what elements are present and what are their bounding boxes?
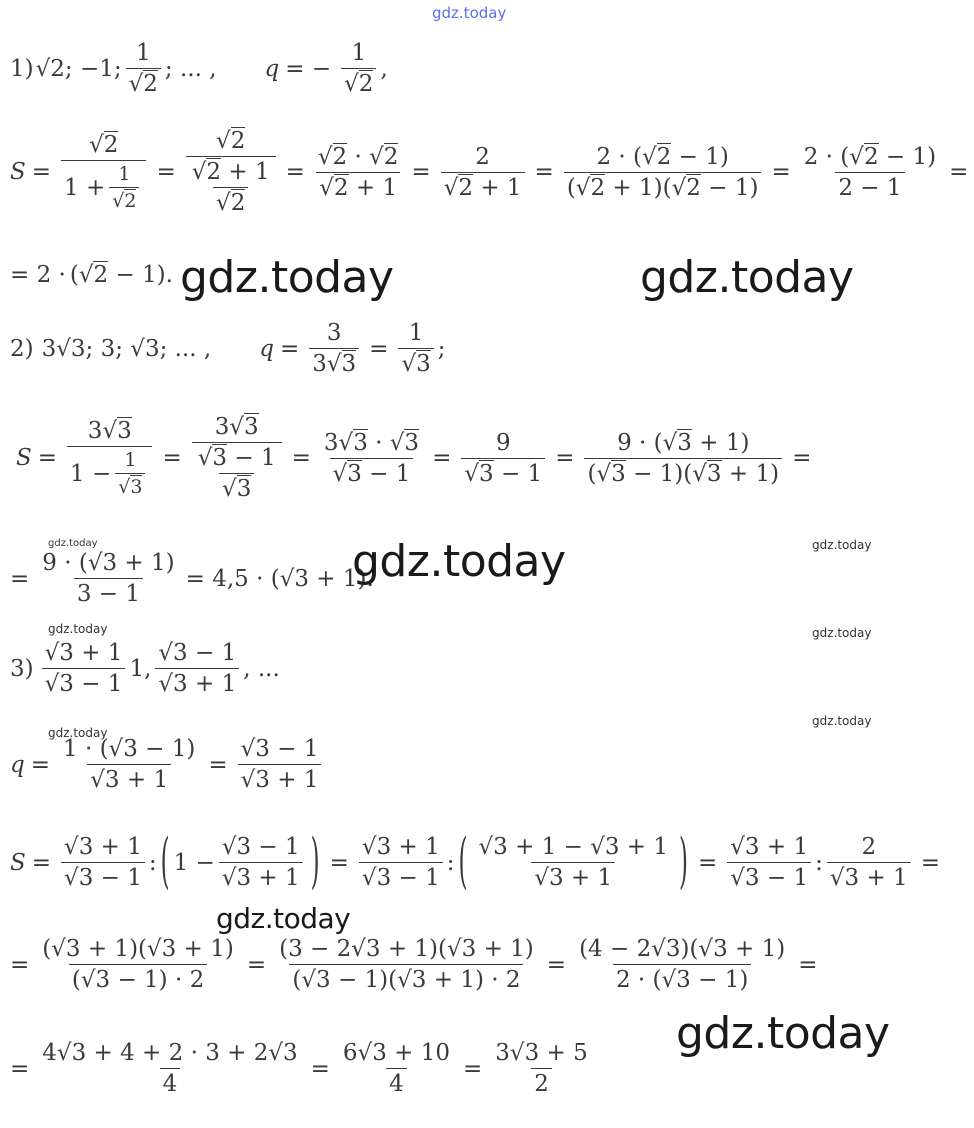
numerator: 9 bbox=[495, 429, 511, 456]
numerator: 9 · (√3 + 1) bbox=[42, 550, 175, 576]
watermark-small: gdz.today bbox=[812, 626, 872, 640]
paren-open: ( bbox=[160, 828, 170, 897]
equals: = bbox=[279, 335, 300, 362]
denominator: √3 + 1 bbox=[219, 862, 303, 891]
denominator: (√2 + 1)(√2 − 1) bbox=[564, 172, 762, 201]
numerator: 2 · (√2 − 1) bbox=[596, 143, 729, 170]
denominator: √3 − 1 bbox=[42, 668, 126, 697]
equals: = bbox=[208, 751, 228, 778]
numerator: 3√3 bbox=[214, 414, 259, 440]
result-tail: . bbox=[165, 262, 173, 288]
fraction bbox=[492, 1040, 590, 1097]
equals: = bbox=[156, 159, 176, 185]
fraction bbox=[67, 418, 152, 498]
colon: : bbox=[148, 849, 157, 876]
problem-2-sequence bbox=[10, 320, 445, 377]
denominator: 1 + $\frac{1}{√2}$ bbox=[61, 160, 146, 212]
equals: = bbox=[411, 159, 431, 185]
numerator: √3 + 1 bbox=[64, 834, 142, 860]
equals: = bbox=[246, 951, 267, 978]
fraction bbox=[564, 144, 762, 201]
fraction bbox=[340, 1040, 453, 1097]
paren-close: ) bbox=[310, 828, 320, 897]
denominator: √3 − 1 bbox=[727, 862, 811, 891]
result-2-line bbox=[10, 550, 374, 607]
denominator: √3 − 1 bbox=[61, 862, 145, 891]
watermark-small: gdz.today bbox=[48, 538, 98, 549]
sum-3-step-line bbox=[10, 936, 824, 993]
fraction bbox=[475, 834, 671, 891]
equals: = bbox=[291, 445, 311, 471]
equals: = bbox=[534, 159, 554, 185]
denominator: √3 − 1 bbox=[461, 458, 545, 487]
denominator: √3 + 1 bbox=[87, 764, 171, 793]
term: 1, bbox=[129, 655, 152, 682]
fraction bbox=[827, 834, 911, 891]
numerator: √3 + 1 − √3 + 1 bbox=[478, 834, 669, 860]
denominator: 2 bbox=[531, 1068, 552, 1097]
fraction bbox=[584, 430, 782, 487]
equals: = bbox=[920, 849, 940, 876]
fraction bbox=[186, 128, 276, 216]
watermark: gdz.today bbox=[180, 252, 394, 303]
equals: = bbox=[798, 951, 818, 978]
equals: = bbox=[31, 849, 52, 876]
numerator: 4√3 + 4 + 2 · 3 + 2√3 bbox=[42, 1040, 298, 1066]
ratio-3-line bbox=[10, 736, 325, 793]
q-tail: ; bbox=[437, 335, 446, 362]
fraction bbox=[155, 640, 239, 697]
equals: = bbox=[771, 159, 791, 185]
fraction bbox=[61, 834, 145, 891]
fraction bbox=[219, 834, 303, 891]
numerator: 1 bbox=[135, 40, 151, 66]
problem-2-seq: 3√3; 3; √3; ... , bbox=[41, 335, 212, 362]
ratio-q: q bbox=[10, 751, 25, 778]
numerator: √3 − 1 bbox=[158, 640, 237, 666]
numerator: 6√3 + 10 bbox=[342, 1040, 451, 1066]
denominator: 1 − $\frac{1}{√3}$ bbox=[67, 446, 152, 498]
numerator: 2 bbox=[475, 143, 490, 170]
watermark: gdz.today bbox=[676, 1008, 890, 1059]
equals: = bbox=[792, 445, 812, 471]
ratio-q: q bbox=[259, 335, 274, 362]
equals: = bbox=[162, 445, 182, 471]
fraction bbox=[39, 1040, 300, 1097]
sum-3-line bbox=[10, 828, 946, 897]
numerator: √2 bbox=[89, 132, 119, 158]
denominator: $\frac{√3 - 1}{√3}$ bbox=[192, 442, 282, 502]
fraction bbox=[727, 834, 811, 891]
problem-3-label: 3) bbox=[10, 655, 34, 682]
numerator: 3 bbox=[326, 320, 342, 346]
fraction bbox=[441, 144, 525, 201]
fraction bbox=[39, 936, 237, 993]
denominator: 2 − 1 bbox=[835, 172, 904, 201]
denominator: √3 + 1 bbox=[155, 668, 239, 697]
numerator: √2 bbox=[216, 128, 246, 154]
equals: = bbox=[432, 445, 452, 471]
watermark-small: gdz.today bbox=[48, 622, 108, 636]
fraction bbox=[192, 414, 282, 502]
numerator: (3 − 2√3 + 1)(√3 + 1) bbox=[279, 936, 534, 962]
numerator: 3√3 bbox=[87, 418, 132, 444]
numerator: 1 · (√3 − 1) bbox=[63, 736, 196, 762]
paren-close: ) bbox=[679, 828, 688, 897]
watermark: gdz.today bbox=[352, 536, 566, 587]
numerator: 2 · (√2 − 1) bbox=[803, 143, 937, 170]
result: = 4,5 · (√3 + 1). bbox=[185, 565, 374, 592]
numerator: (√3 + 1)(√3 + 1) bbox=[42, 936, 234, 962]
numerator: 1 bbox=[408, 320, 424, 346]
equals: = bbox=[329, 849, 349, 876]
equals: = bbox=[37, 445, 58, 471]
denominator: √3 + 1 bbox=[531, 862, 615, 891]
denominator: √2 + 1 bbox=[316, 172, 400, 201]
result-expr: (√2 − 1) bbox=[69, 262, 166, 288]
equals: = bbox=[546, 951, 567, 978]
denominator: 2 · (√3 − 1) bbox=[613, 964, 751, 993]
equals: = bbox=[310, 1055, 330, 1082]
equals: = bbox=[10, 951, 30, 978]
equals: = bbox=[463, 1055, 483, 1082]
problem-1-label: 1) bbox=[10, 55, 34, 82]
q-tail: , bbox=[380, 55, 388, 82]
ratio-q: q bbox=[264, 55, 280, 82]
denominator: 3 − 1 bbox=[74, 578, 143, 607]
denominator: 3√3 bbox=[309, 348, 359, 377]
numerator: √3 − 1 bbox=[240, 736, 319, 762]
numerator: √3 + 1 bbox=[730, 834, 809, 860]
denominator: √2 bbox=[341, 68, 376, 97]
seq-tail: , ... bbox=[243, 655, 280, 682]
sum-1-line bbox=[10, 128, 974, 216]
equals: = bbox=[285, 159, 305, 185]
fraction bbox=[61, 132, 146, 212]
fraction bbox=[359, 834, 443, 891]
result-1-line bbox=[10, 262, 173, 288]
watermark: gdz.today bbox=[216, 902, 351, 935]
denominator: (√3 − 1)(√3 + 1) bbox=[584, 458, 782, 487]
denominator: $\frac{√2 + 1}{√2}$ bbox=[186, 156, 276, 216]
sum-symbol: S bbox=[10, 849, 26, 876]
fraction bbox=[315, 144, 402, 201]
fraction bbox=[238, 736, 322, 793]
result-prefix: = 2 · bbox=[10, 262, 66, 288]
watermark-small: gdz.today bbox=[812, 538, 872, 552]
denominator: √3 − 1 bbox=[359, 862, 443, 891]
problem-3-sequence bbox=[10, 640, 280, 697]
numerator: √3 + 1 bbox=[44, 640, 123, 666]
denominator: 4 bbox=[160, 1068, 181, 1097]
numerator: √2 · √2 bbox=[317, 143, 399, 170]
fraction bbox=[398, 320, 433, 377]
problem-2-label: 2) bbox=[10, 335, 34, 362]
equals-minus: = − bbox=[285, 55, 332, 82]
watermark-top: gdz.today bbox=[432, 4, 507, 22]
fraction bbox=[309, 320, 359, 377]
fraction bbox=[276, 936, 537, 993]
numerator: 9 · (√3 + 1) bbox=[617, 429, 750, 456]
equals: = bbox=[31, 159, 52, 185]
denominator: (√3 − 1) · 2 bbox=[69, 964, 207, 993]
equals: = bbox=[698, 849, 718, 876]
one-minus: 1 − bbox=[173, 849, 215, 876]
fraction bbox=[42, 640, 126, 697]
sum-symbol: S bbox=[10, 159, 26, 185]
colon: : bbox=[446, 849, 455, 876]
equals: = bbox=[949, 159, 969, 185]
sum-3-final-line bbox=[10, 1040, 595, 1097]
watermark-small: gdz.today bbox=[812, 714, 872, 728]
denominator: (√3 − 1)(√3 + 1) · 2 bbox=[289, 964, 523, 993]
denominator: √2 + 1 bbox=[441, 172, 525, 201]
problem-1-sequence bbox=[10, 40, 388, 97]
numerator: 3√3 + 5 bbox=[495, 1040, 588, 1066]
watermark-small: gdz.today bbox=[48, 726, 108, 740]
denominator: √3 + 1 bbox=[827, 862, 911, 891]
denominator: √3 − 1 bbox=[330, 458, 414, 487]
equals: = bbox=[369, 335, 389, 362]
equals: = bbox=[30, 751, 51, 778]
fraction bbox=[341, 40, 376, 97]
denominator: √2 bbox=[126, 68, 161, 97]
denominator: 4 bbox=[386, 1068, 407, 1097]
fraction bbox=[39, 550, 177, 607]
numerator: √3 + 1 bbox=[361, 834, 440, 860]
fraction bbox=[461, 430, 545, 487]
problem-1-seq: √2; −1; bbox=[35, 55, 122, 82]
numerator: 2 bbox=[861, 834, 877, 860]
equals: = bbox=[555, 445, 575, 471]
numerator: 3√3 · √3 bbox=[323, 429, 420, 456]
equals: = bbox=[10, 1055, 30, 1082]
fraction bbox=[60, 736, 198, 793]
paren-open: ( bbox=[458, 828, 468, 897]
problem-1-seq-tail: ; ... , bbox=[164, 55, 217, 82]
colon: : bbox=[815, 849, 823, 876]
numerator: √3 − 1 bbox=[221, 834, 300, 860]
watermark: gdz.today bbox=[640, 252, 854, 303]
denominator: √3 bbox=[398, 348, 433, 377]
denominator: √3 + 1 bbox=[238, 764, 322, 793]
sum-symbol: S bbox=[16, 445, 32, 471]
fraction bbox=[801, 144, 939, 201]
equals: = bbox=[10, 565, 30, 592]
fraction bbox=[576, 936, 788, 993]
numerator: (4 − 2√3)(√3 + 1) bbox=[579, 936, 786, 962]
numerator: 1 bbox=[351, 40, 367, 66]
sum-2-line bbox=[16, 414, 817, 502]
fraction bbox=[321, 430, 422, 487]
fraction bbox=[126, 40, 161, 97]
